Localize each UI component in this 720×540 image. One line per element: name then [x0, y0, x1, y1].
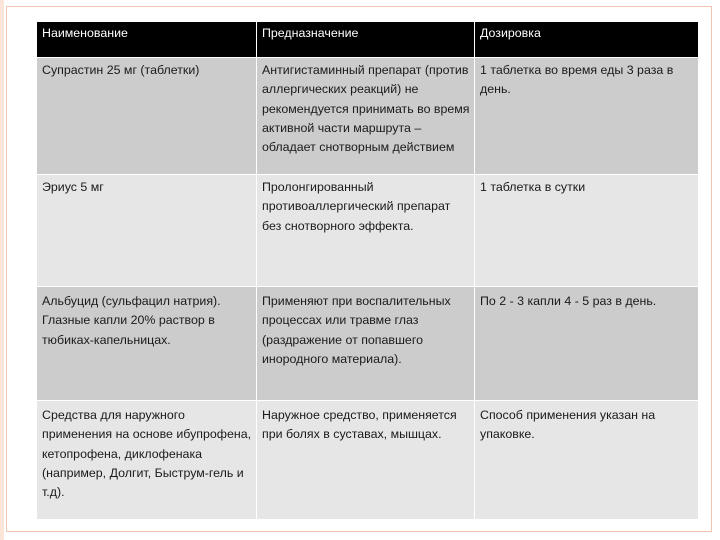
table-row [37, 58, 699, 175]
header-name: Наименование [37, 22, 257, 58]
table-row [37, 175, 699, 287]
header-dosage: Дозировка [475, 22, 699, 58]
cell-name: Средства для наружного применения на основе ибупрофена, кетопрофена, диклофенака (например, Долгит, Быструм-гель и т.д). [37, 401, 257, 520]
cell-dosage: 1 таблетка во время еды 3 раза в день. [475, 58, 699, 175]
cell-dosage: Способ применения указан на упаковке. [475, 401, 699, 520]
cell-purpose: Применяют при воспалительных процессах или травме глаз (раздражение от попавшего инородного материала). [257, 287, 475, 401]
cell-purpose: Наружное средство, применяется при болях в суставах, мышцах. [257, 401, 475, 520]
header-purpose: Предназначение [257, 22, 475, 58]
cell-purpose: Пролонгированный противоаллергический препарат без снотворного эффекта. [257, 175, 475, 287]
table-row [37, 401, 699, 520]
cell-purpose: Антигистаминный препарат (против аллергических реакций) не рекомендуется принимать во время активной части маршрута – обладает снотворным действием [257, 58, 475, 175]
slide-left-decoration [0, 0, 4, 540]
cell-name: Супрастин 25 мг (таблетки) [37, 58, 257, 175]
table-row [37, 287, 699, 401]
medications-table [36, 21, 699, 520]
cell-dosage: 1 таблетка в сутки [475, 175, 699, 287]
cell-name: Эриус 5 мг [37, 175, 257, 287]
cell-name: Альбуцид (сульфацил натрия). Глазные капли 20% раствор в тюбиках-капельницах. [37, 287, 257, 401]
table-header-row [37, 22, 699, 58]
cell-dosage: По 2 - 3 капли 4 - 5 раз в день. [475, 287, 699, 401]
